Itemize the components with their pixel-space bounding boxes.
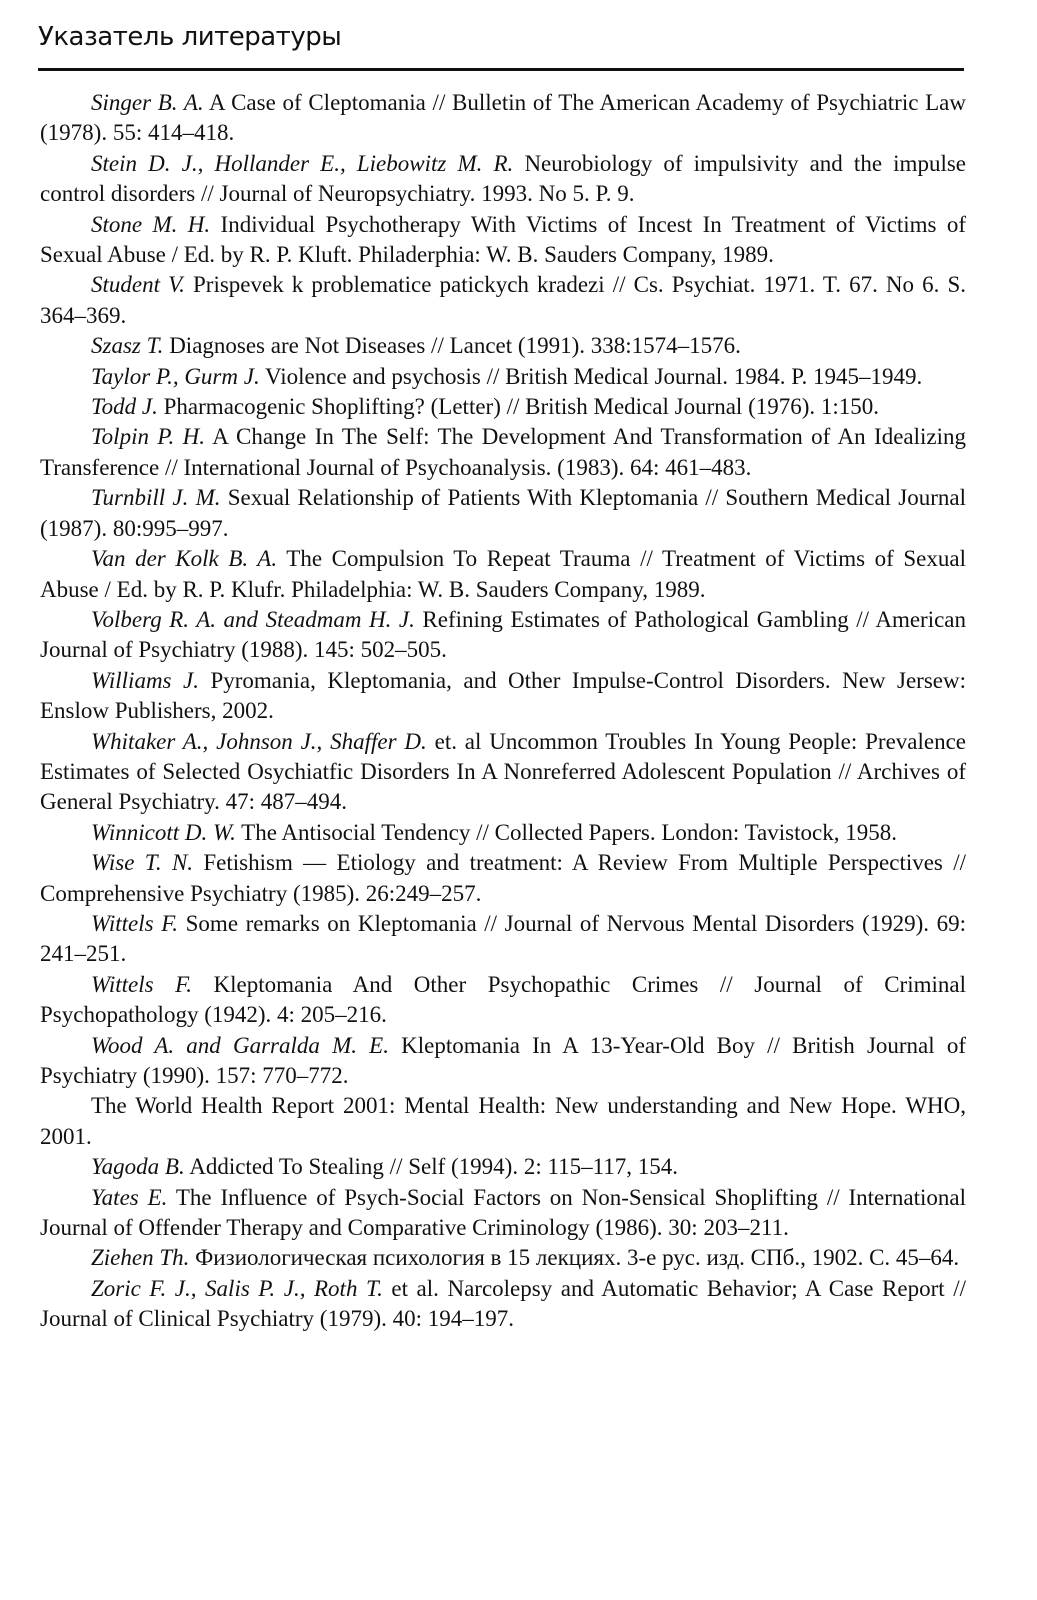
reference-author: Tolpin P. H.: [91, 424, 206, 450]
reference-author: Wittels F.: [91, 971, 192, 997]
reference-text: The Antisocial Tendency // Collected Papers. London: Tavistock, 1958.: [235, 819, 897, 845]
reference-author: Student V.: [91, 272, 185, 298]
reference-author: Wood A. and Garralda M. E.: [91, 1032, 389, 1058]
reference-text: The Influence of Psych-Social Factors on Non-Sensical Shoplifting // International Journal of Offender Therapy and Comparative Criminology (1986). 30: 203–211.: [40, 1184, 966, 1241]
header-rule: [38, 68, 964, 71]
reference-text: Sexual Relationship of Patients With Kleptomania // Southern Medical Journal (1987). 80:995–997.: [40, 485, 967, 541]
reference-text: Addicted To Stealing // Self (1994). 2: 115–117, 154.: [184, 1154, 679, 1180]
reference-entry: [40, 970, 966, 1031]
reference-entry: [40, 1031, 966, 1092]
reference-text: Individual Psychotherapy With Victims of Incest In Treatment of Victims of Sexual Abuse / Ed. by R. P. Kluft. Philaderphia: W. B. Sauders Company, 1989.: [40, 211, 966, 268]
reference-author: Whitaker A., Johnson J., Shaffer D.: [91, 728, 427, 754]
reference-entry: [40, 909, 966, 970]
reference-text: Fetishism — Etiology and treatment: A Review From Multiple Perspectives // Comprehensive Psychiatry (1985). 26:249–257.: [40, 850, 966, 906]
reference-author: Turnbill J. M.: [91, 485, 221, 511]
reference-author: Wittels F.: [91, 910, 179, 936]
reference-text: et al. Narcolepsy and Automatic Behavior; A Case Report // Journal of Clinical Psychiatry (1979). 40: 194–197.: [40, 1275, 966, 1332]
reference-entry: [40, 1152, 966, 1182]
reference-author: Ziehen Th.: [91, 1245, 190, 1271]
reference-text: et. al Uncommon Troubles In Young People: Prevalence Estimates of Selected Osychiatfic Disorders In A Nonreferred Adolescent Population // Archives of General Psychiatry. 47: 487–494.: [40, 728, 967, 815]
reference-author: Williams J.: [91, 667, 199, 693]
reference-text: Pharmacogenic Shoplifting? (Letter) // British Medical Journal (1976). 1:150.: [157, 394, 880, 420]
reference-text: Refining Estimates of Pathological Gambling // American Journal of Psychiatry (1988). 145: 502–505.: [40, 606, 967, 663]
reference-text: Prispevek k problematice patickych kradezi // Cs. Psychiat. 1971. T. 67. No 6. S. 364–369.: [40, 272, 966, 328]
reference-author: Volberg R. A. and Steadmam H. J.: [91, 606, 415, 632]
reference-entry: [40, 727, 966, 818]
reference-text: A Case of Cleptomania // Bulletin of The American Academy of Psychiatric Law (1978). 55: 414–418.: [40, 90, 966, 146]
reference-author: Singer B. A.: [91, 90, 204, 115]
reference-entry: [40, 270, 966, 331]
reference-author: Todd J.: [91, 394, 158, 420]
reference-text: Физиологическая психология в 15 лекциях. 3-е рус. изд. СПб., 1902. С. 45–64.: [189, 1245, 960, 1271]
reference-text: The Compulsion To Repeat Trauma // Treatment of Victims of Sexual Abuse / Ed. by R. P. Klufr. Philadelphia: W. B. Sauders Company, 1989.: [40, 546, 966, 602]
reference-entry: [40, 210, 966, 271]
reference-text: Neurobiology of impulsivity and the impulse control disorders // Journal of Neuropsychiatry. 1993. No 5. P. 9.: [40, 150, 966, 207]
reference-entry: [40, 422, 966, 483]
reference-author: Zoric F. J., Salis P. J., Roth T.: [91, 1275, 383, 1301]
reference-entry: [40, 1274, 966, 1335]
reference-entry: [40, 331, 966, 361]
reference-entry: [40, 1091, 966, 1152]
reference-entry: [40, 1183, 966, 1244]
reference-text: Pyromania, Kleptomania, and Other Impulse-Control Disorders. New Jersew: Enslow Publishers, 2002.: [40, 667, 966, 724]
running-head: Указатель литературы: [38, 22, 342, 52]
reference-entry: [40, 544, 966, 605]
reference-entry: [40, 666, 966, 727]
reference-entry: [40, 362, 966, 392]
reference-list: [40, 88, 966, 1335]
reference-entry: [40, 818, 966, 848]
reference-entry: [40, 392, 966, 422]
reference-author: Yates E.: [91, 1184, 168, 1210]
reference-text: A Change In The Self: The Development And Transformation of An Idealizing Transference // International Journal of Psychoanalysis. (1983). 64: 461–483.: [40, 424, 967, 480]
reference-author: Wise T. N.: [91, 850, 194, 876]
reference-author: Szasz T.: [91, 333, 164, 359]
reference-author: Yagoda B.: [91, 1154, 185, 1180]
reference-entry: [40, 149, 966, 210]
reference-text: The World Health Report 2001: Mental Health: New understanding and New Hope. WHO, 2001.: [40, 1093, 966, 1149]
reference-entry: [40, 483, 966, 544]
reference-author: Van der Kolk B. A.: [91, 546, 278, 572]
reference-text: Kleptomania And Other Psychopathic Crimes // Journal of Criminal Psychopathology (1942). 4: 205–216.: [40, 971, 966, 1028]
reference-text: Some remarks on Kleptomania // Journal of Nervous Mental Disorders (1929). 69: 241–251.: [40, 910, 967, 967]
reference-entry: [40, 848, 966, 909]
reference-author: Stein D. J., Hollander E., Liebowitz M. R.: [91, 150, 514, 176]
reference-author: Taylor P., Gurm J.: [91, 363, 260, 389]
reference-text: Diagnoses are Not Diseases // Lancet (1991). 338:1574–1576.: [163, 333, 741, 359]
reference-entry: [40, 88, 966, 149]
reference-text: Violence and psychosis // British Medical Journal. 1984. P. 1945–1949.: [259, 363, 923, 389]
reference-entry: [40, 605, 966, 666]
reference-text: Kleptomania In A 13-Year-Old Boy // British Journal of Psychiatry (1990). 157: 770–772.: [40, 1032, 966, 1088]
reference-author: Stone M. H.: [91, 211, 211, 237]
reference-entry: [40, 1243, 966, 1273]
reference-author: Winnicott D. W.: [91, 819, 236, 845]
